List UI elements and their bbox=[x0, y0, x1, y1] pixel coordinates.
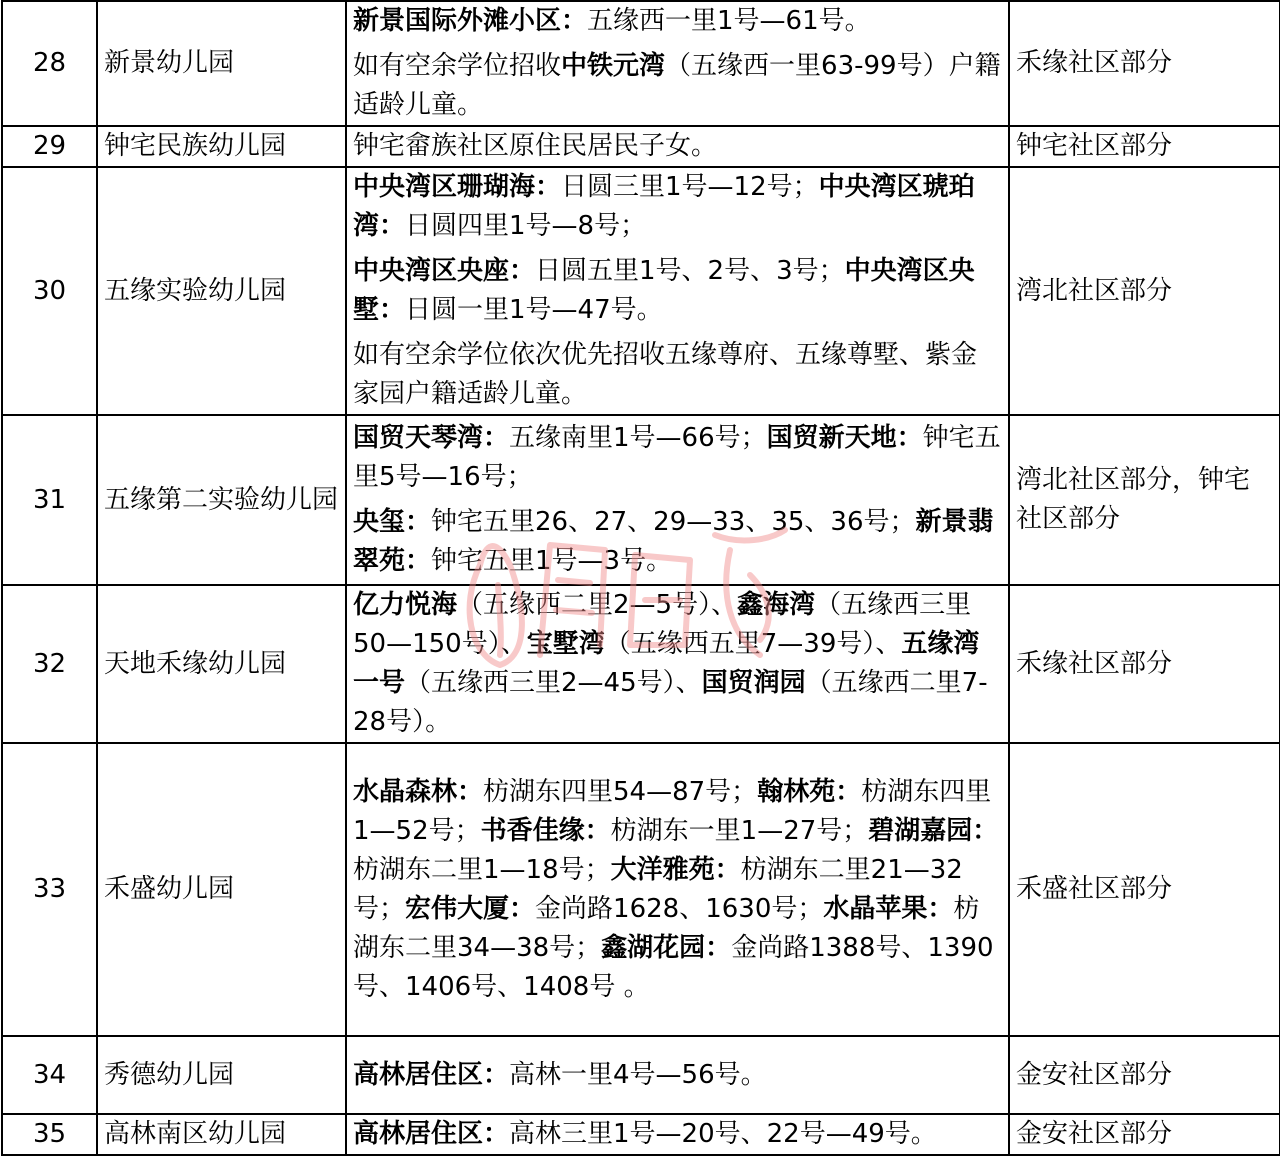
address-text: 枋湖东二里34—38号； bbox=[353, 893, 980, 963]
kindergarten-name: 天地禾缘幼儿园 bbox=[97, 585, 346, 743]
row-number: 31 bbox=[2, 415, 97, 585]
community-name-bold: 五缘湾一号 bbox=[353, 629, 980, 698]
community-name: 湾北社区部分 bbox=[1009, 167, 1280, 415]
address-text: 枋湖东四里1—52号； bbox=[353, 776, 992, 846]
table-row bbox=[2, 126, 1280, 167]
kindergarten-name: 秀德幼儿园 bbox=[97, 1036, 346, 1114]
community-name-bold: 中央湾区琥珀湾： bbox=[353, 172, 975, 241]
community-name: 钟宅社区部分 bbox=[1009, 126, 1280, 167]
table-row bbox=[2, 1036, 1280, 1114]
community-name-bold: 国贸润园 bbox=[701, 668, 806, 698]
address-text: （五缘西二里7-28号）。 bbox=[353, 668, 988, 737]
address-text: 枋湖东四里54—87号； bbox=[483, 776, 758, 807]
community-name-bold: 亿力悦海 bbox=[353, 590, 458, 620]
address-text: （五缘西五里7—39号）、 bbox=[604, 629, 902, 659]
address-text: 钟宅五里5号—16号； bbox=[353, 423, 1001, 492]
row-number: 35 bbox=[2, 1114, 97, 1155]
community-name-bold: 中央湾区珊瑚海： bbox=[353, 172, 562, 202]
enrollment-paragraph bbox=[353, 252, 1002, 330]
community-name: 金安社区部分 bbox=[1009, 1114, 1280, 1155]
enrollment-paragraph bbox=[353, 2, 1002, 41]
community-name-bold: 水晶苹果： bbox=[823, 893, 954, 924]
address-text: （五缘西一里63-99号）户籍适龄儿童。 bbox=[353, 51, 1001, 120]
community-name-bold: 宏伟大厦： bbox=[405, 893, 536, 924]
row-number: 32 bbox=[2, 585, 97, 743]
address-text: 金尚路1628、1630号； bbox=[535, 893, 824, 924]
community-name: 禾盛社区部分 bbox=[1009, 743, 1280, 1036]
enrollment-paragraph bbox=[353, 127, 1002, 166]
kindergarten-name: 高林南区幼儿园 bbox=[97, 1114, 346, 1155]
community-name-bold: 中央湾区央墅： bbox=[353, 256, 975, 325]
enrollment-paragraph bbox=[353, 1056, 1002, 1095]
address-text: 高林一里4号—56号。 bbox=[509, 1059, 767, 1090]
community-name-bold: 新景国际外滩小区： bbox=[353, 6, 588, 36]
table-row bbox=[2, 1114, 1280, 1155]
enrollment-paragraph bbox=[353, 336, 1002, 414]
enrollment-paragraph bbox=[353, 503, 1002, 581]
community-name: 湾北社区部分，钟宅社区部分 bbox=[1009, 415, 1280, 585]
enrollment-area bbox=[346, 1036, 1009, 1114]
enrollment-paragraph bbox=[353, 1115, 1002, 1154]
address-text: 钟宅五里26、27、29—33、35、36号； bbox=[431, 507, 916, 537]
address-text: 日圆一里1号—47号。 bbox=[405, 295, 663, 325]
enrollment-area bbox=[346, 126, 1009, 167]
address-text: 钟宅五里1号—3号。 bbox=[431, 546, 673, 576]
kindergarten-zone-table bbox=[1, 0, 1280, 1156]
community-name-bold: 中铁元湾 bbox=[561, 51, 666, 81]
address-text: 日圆四里1号—8号； bbox=[405, 211, 647, 241]
community-name-bold: 书香佳缘： bbox=[480, 815, 611, 846]
community-name-bold: 翰林苑： bbox=[757, 776, 862, 807]
community-name-bold: 碧湖嘉园： bbox=[868, 815, 999, 846]
kindergarten-name: 钟宅民族幼儿园 bbox=[97, 126, 346, 167]
table-row bbox=[2, 415, 1280, 585]
enrollment-area bbox=[346, 743, 1009, 1036]
community-name-bold: 大洋雅苑： bbox=[610, 854, 741, 885]
address-text: 钟宅畲族社区原住民居民子女。 bbox=[353, 131, 718, 161]
table-row bbox=[2, 1, 1280, 126]
community-name-bold: 鑫湖花园： bbox=[601, 932, 732, 963]
community-name-bold: 新景翡翠苑： bbox=[353, 507, 994, 576]
address-text: 枋湖东二里1—18号； bbox=[353, 854, 611, 885]
address-text: 枋湖东二里21—32号； bbox=[353, 854, 963, 924]
enrollment-paragraph bbox=[353, 586, 1002, 742]
community-name-bold: 鑫海湾 bbox=[737, 590, 816, 620]
row-number: 28 bbox=[2, 1, 97, 126]
enrollment-area bbox=[346, 1, 1009, 126]
community-name-bold: 中央湾区央座： bbox=[353, 256, 536, 286]
row-number: 30 bbox=[2, 167, 97, 415]
address-text: 金尚路1388号、1390号、1406号、1408号 。 bbox=[353, 932, 994, 1002]
address-text: 日圆五里1号、2号、3号； bbox=[535, 256, 845, 286]
enrollment-paragraph bbox=[353, 168, 1002, 246]
row-number: 29 bbox=[2, 126, 97, 167]
community-name-bold: 高林居住区： bbox=[353, 1059, 510, 1090]
address-text: 五缘南里1号—66号； bbox=[509, 423, 767, 453]
community-name: 禾缘社区部分 bbox=[1009, 1, 1280, 126]
community-name: 金安社区部分 bbox=[1009, 1036, 1280, 1114]
kindergarten-name: 新景幼儿园 bbox=[97, 1, 346, 126]
community-name-bold: 央玺： bbox=[353, 507, 432, 537]
table-row bbox=[2, 743, 1280, 1036]
community-name-bold: 高林居住区： bbox=[353, 1119, 510, 1149]
enrollment-area bbox=[346, 1114, 1009, 1155]
community-name-bold: 宝墅湾 bbox=[526, 629, 605, 659]
enrollment-paragraph bbox=[353, 419, 1002, 497]
table-row bbox=[2, 585, 1280, 743]
community-name-bold: 水晶森林： bbox=[353, 776, 484, 807]
community-name: 禾缘社区部分 bbox=[1009, 585, 1280, 743]
kindergarten-name: 禾盛幼儿园 bbox=[97, 743, 346, 1036]
community-name-bold: 国贸新天地： bbox=[766, 423, 923, 453]
enrollment-area bbox=[346, 415, 1009, 585]
address-text: 枋湖东一里1—27号； bbox=[610, 815, 869, 846]
address-text: （五缘西三里50—150号）、 bbox=[353, 590, 972, 659]
enrollment-area bbox=[346, 585, 1009, 743]
address-text: 高林三里1号—20号、22号—49号。 bbox=[509, 1119, 937, 1149]
address-text: 如有空余学位招收 bbox=[353, 51, 562, 81]
table-row bbox=[2, 167, 1280, 415]
enrollment-area bbox=[346, 167, 1009, 415]
community-name-bold: 国贸天琴湾： bbox=[353, 423, 510, 453]
address-text: 五缘西一里1号—61号。 bbox=[587, 6, 871, 36]
address-text: 如有空余学位依次优先招收五缘尊府、五缘尊墅、紫金家园户籍适龄儿童。 bbox=[353, 340, 978, 409]
row-number: 34 bbox=[2, 1036, 97, 1114]
address-text: （五缘西二里2—5号）、 bbox=[457, 590, 738, 620]
enrollment-paragraph bbox=[353, 47, 1002, 125]
address-text: （五缘西三里2—45号）、 bbox=[405, 668, 702, 698]
kindergarten-name: 五缘第二实验幼儿园 bbox=[97, 415, 346, 585]
address-text: 日圆三里1号—12号； bbox=[561, 172, 819, 202]
enrollment-paragraph bbox=[353, 773, 1002, 1007]
row-number: 33 bbox=[2, 743, 97, 1036]
kindergarten-name: 五缘实验幼儿园 bbox=[97, 167, 346, 415]
